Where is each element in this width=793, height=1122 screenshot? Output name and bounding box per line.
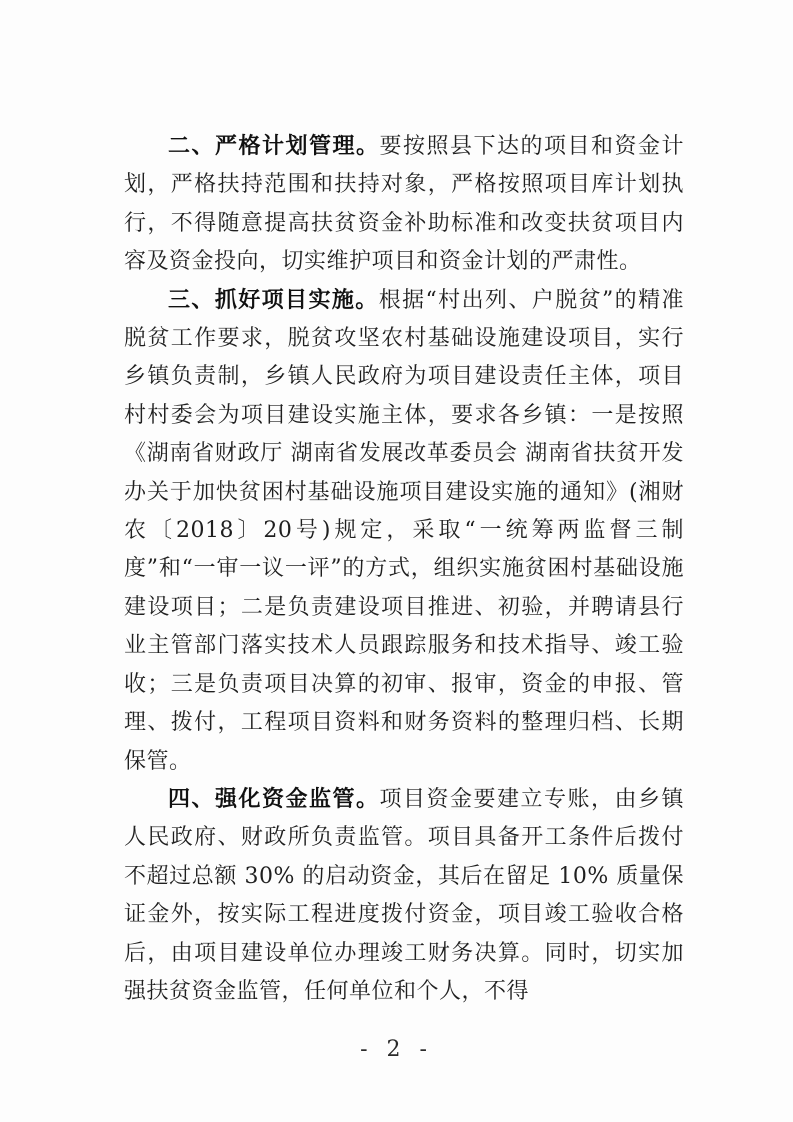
text-fund-supervision: 项目资金要建立专账，由乡镇人民政府、财政所负责监管。项目具备开工条件后拨付不超过总额 30% 的启动资金，其后在留足 10% 质量保证金外，按实际工程进度拨付资金，项目竣工验收合格后，由项目建设单位办理竣工财务决算。同时，切实加强扶贫资金监管，任何单位和个人，不得: [124, 786, 684, 1004]
heading-fund-supervision: 四、强化资金监管。: [168, 786, 380, 812]
text-plan-management: 要按照县下达的项目和资金计划，严格扶持范围和扶持对象，严格按照项目库计划执行，不得随意提高扶贫资金补助标准和改变扶贫项目内容及资金投向，切实维护项目和资金计划的严肃性。: [124, 134, 684, 275]
text-project-implementation: 根据“村出列、户脱贫”的精准脱贫工作要求，脱贫攻坚农村基础设施建设项目，实行乡镇负责制，乡镇人民政府为项目建设责任主体，项目村村委会为项目建设实施主体，要求各乡镇：一是按照《湖南省财政厅 湖南省发展改革委员会 湖南省扶贫开发办关于加快贫困村基础设施项目建设实施的通知》(湘财农〔2018〕20号)规定，采取“一统筹两监督三制度”和“一审一议一评”的方式，组织实施贫困村基础设施建设项目；二是负责建设项目推进、初验，并聘请县行业主管部门落实技术人员跟踪服务和技术指导、竣工验收；三是负责项目决算的初审、报审，资金的申报、管理、拨付，工程项目资料和财务资料的整理归档、长期保管。: [124, 287, 684, 774]
paragraph-plan-management: [124, 128, 684, 282]
paragraph-fund-supervision: [124, 781, 684, 1011]
document-body: [124, 128, 684, 1011]
paragraph-project-implementation: [124, 282, 684, 781]
heading-plan-management: 二、严格计划管理。: [168, 134, 380, 159]
heading-project-implementation: 三、抓好项目实施。: [168, 287, 379, 313]
page-number: - 2 -: [360, 1037, 433, 1062]
